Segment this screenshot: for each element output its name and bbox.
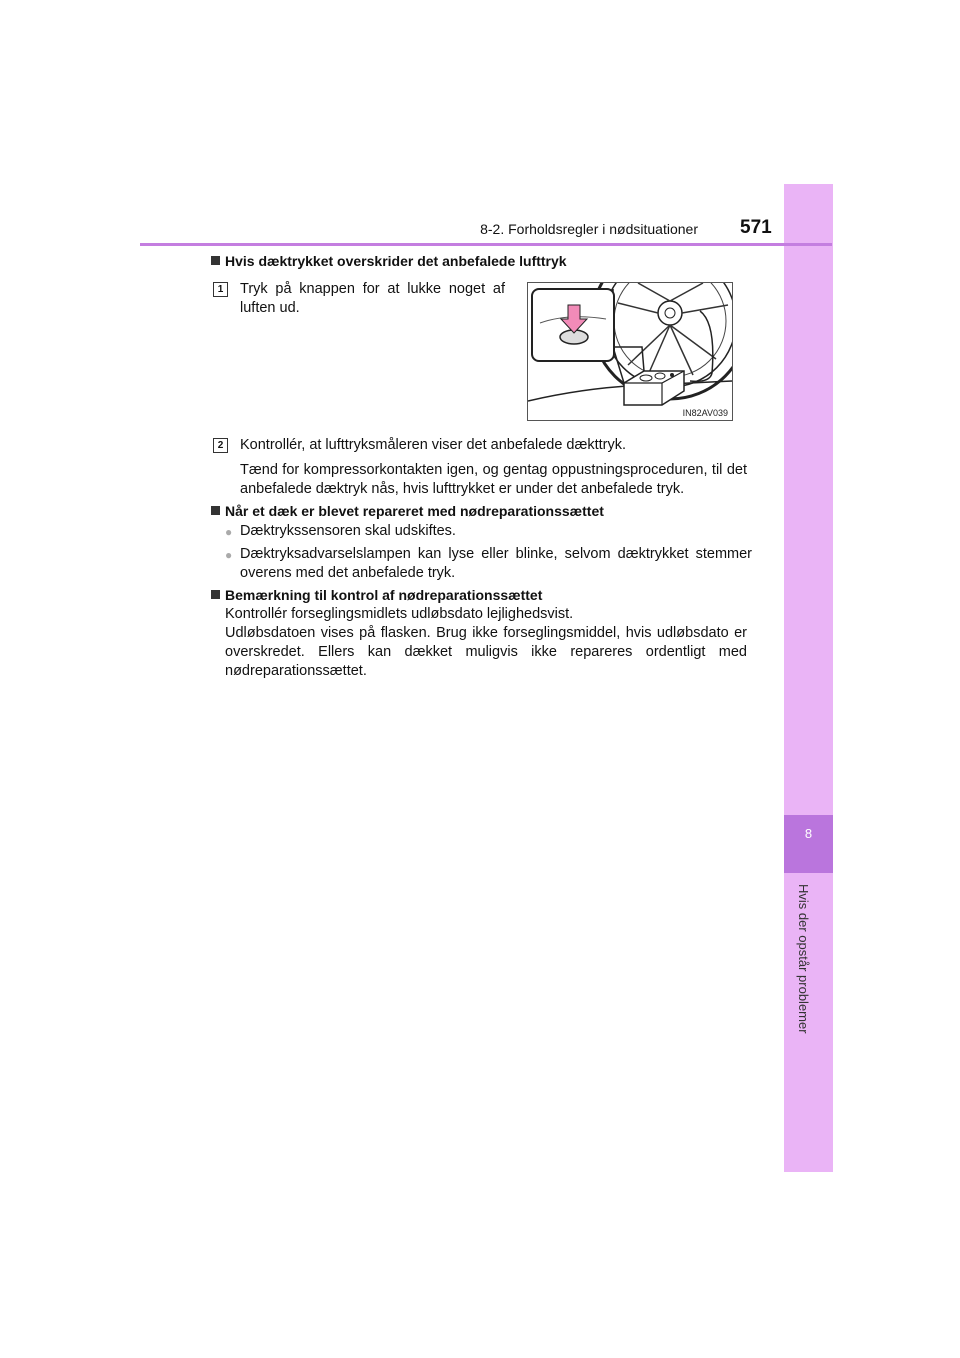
note-line-1: Kontrollér forseglingsmidlets udløbsdato lejlighedsvist. bbox=[225, 606, 574, 622]
heading-after-repair-text: Når et dæk er blevet repareret med nødreparationssættet bbox=[225, 503, 604, 519]
step-2-subtext: Tænd for kompressorkontakten igen, og gentag oppustningsproceduren, til det anbefalede dæktryk nås, hvis lufttrykket er under det anbefalede tryk. bbox=[240, 462, 747, 497]
chapter-number: 8 bbox=[804, 826, 813, 841]
step-number-2: 2 bbox=[213, 438, 228, 453]
section-title: 8-2. Forholdsregler i nødsituationer bbox=[480, 221, 698, 237]
circle-bullet-icon: ● bbox=[225, 525, 233, 539]
step-1-text: Tryk på knappen for at lukke noget af luften ud. bbox=[240, 281, 505, 316]
step-2-text: Kontrollér, at lufttryksmåleren viser det anbefalede dækttryk. bbox=[240, 437, 627, 453]
square-bullet-icon bbox=[211, 590, 220, 599]
heading-after-repair bbox=[211, 503, 604, 519]
chapter-title: Hvis der opstår problemer bbox=[796, 884, 811, 1034]
heading-overpressure bbox=[211, 253, 567, 269]
compressor-illustration bbox=[527, 282, 733, 421]
side-tab-chapter-marker bbox=[784, 815, 833, 873]
square-bullet-icon bbox=[211, 256, 220, 265]
heading-kit-check bbox=[211, 587, 542, 603]
page-number: 571 bbox=[740, 217, 772, 238]
square-bullet-icon bbox=[211, 506, 220, 515]
heading-kit-check-text: Bemærkning til kontrol af nødreparationssættet bbox=[225, 587, 543, 603]
note-line-2: Udløbsdatoen vises på flasken. Brug ikke forseglingsmiddel, hvis udløbsdato er overskredet. Ellers kan dækket muligvis ikke repareres ordentligt med nødreparationssættet. bbox=[225, 625, 747, 679]
circle-bullet-icon: ● bbox=[225, 548, 233, 562]
tire-compressor-drawing bbox=[528, 283, 732, 420]
heading-overpressure-text: Hvis dæktrykket overskrider det anbefalede lufttryk bbox=[225, 253, 567, 269]
bullet-item-1: Dæktrykssensoren skal udskiftes. bbox=[240, 523, 456, 539]
bullet-item-2: Dæktryksadvarselslampen kan lyse eller blinke, selvom dæktrykket stemmer overens med det anbefalede tryk. bbox=[240, 546, 752, 581]
step-number-1: 1 bbox=[213, 282, 228, 297]
figure-code: IN82AV039 bbox=[682, 408, 728, 418]
header-divider bbox=[140, 243, 832, 246]
